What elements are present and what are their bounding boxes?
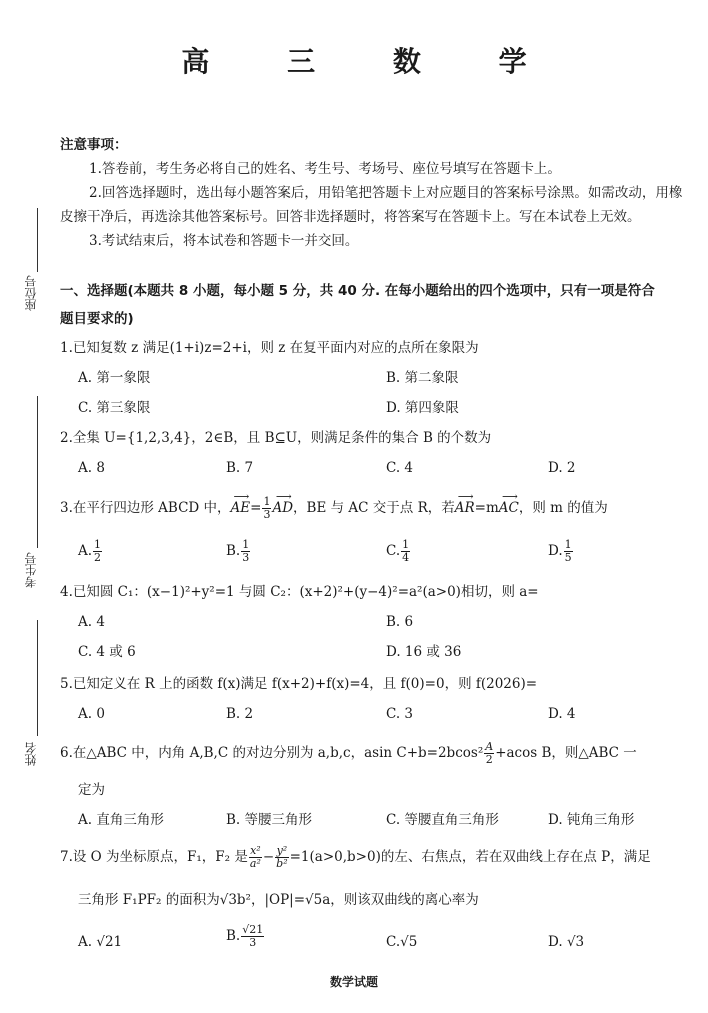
fraction-denominator: 4 — [402, 551, 410, 564]
fraction-numerator: x² — [250, 844, 261, 857]
question-6-stem-line-2: 定为 — [78, 782, 105, 798]
fraction-one-third — [262, 496, 271, 521]
question-7-stem-line-2: 三角形 F₁PF₂ 的面积为√3b²，|OP|=√5a，则该双曲线的离心率为 — [78, 892, 479, 908]
question-2-stem: 2.全集 U={1,2,3,4}，2∈B，且 B⊆U，则满足条件的集合 B 的个数为 — [60, 430, 492, 446]
vector-ad: ⟶ AD — [272, 499, 293, 517]
question-3-option-c — [386, 539, 411, 564]
question-7-option-b — [226, 924, 265, 949]
option-fraction — [564, 539, 573, 564]
option-value: √21 — [96, 934, 123, 950]
fraction-numerator: y² — [276, 844, 288, 857]
option-label: D. — [548, 543, 563, 559]
question-5-option-a: A. 0 — [78, 706, 105, 722]
vector-ac: ⟶ AC — [499, 499, 519, 517]
question-2-option-b: B. 7 — [226, 460, 254, 476]
option-label: C. — [386, 934, 401, 950]
notice-item-3: 3.考试结束后，将本试卷和答题卡一并交回。 — [89, 233, 359, 249]
option-label: A. — [78, 934, 93, 950]
fraction-denominator: 2 — [485, 753, 493, 766]
section-heading-line-1: 一、选择题(本题共 8 小题，每小题 5 分，共 40 分. 在每小题给出的四个选项中，只有一项是符合 — [60, 283, 655, 299]
option-label: B. — [226, 543, 241, 559]
name-fill-line — [37, 620, 38, 736]
notice-heading: 注意事项： — [60, 137, 128, 153]
option-fraction — [401, 539, 410, 564]
question-4-option-c: C. 4 或 6 — [78, 644, 136, 660]
question-3-stem — [60, 496, 608, 521]
fraction-numerator: √21 — [242, 923, 264, 936]
fraction-denominator: b² — [276, 857, 288, 870]
question-6-option-d: D. 钝角三角形 — [548, 812, 635, 828]
question-4-option-a: A. 4 — [78, 614, 105, 630]
question-5-option-b: B. 2 — [226, 706, 254, 722]
exam-no-label: 考生号 — [24, 552, 38, 588]
question-3-option-a — [78, 539, 103, 564]
question-3-option-b — [226, 539, 251, 564]
vector-ae: ⟶ AE — [231, 499, 251, 517]
question-6-stem — [60, 741, 637, 766]
option-label: D. — [548, 934, 563, 950]
option-fraction — [241, 539, 250, 564]
question-3-text-4: ，则 m 的值为 — [518, 500, 608, 516]
question-7-stem — [60, 845, 651, 870]
page-title: 高 三 数 学 — [181, 45, 561, 78]
question-1-option-a: A. 第一象限 — [78, 370, 151, 386]
exam-no-fill-line — [37, 396, 38, 548]
question-3-text-1: 3.在平行四边形 ABCD 中， — [60, 500, 231, 516]
fraction-numerator: 1 — [242, 538, 250, 551]
question-4-option-b: B. 6 — [386, 614, 414, 630]
question-5-option-d: D. 4 — [548, 706, 576, 722]
option-fraction — [93, 539, 102, 564]
fraction-a-over-2 — [484, 741, 494, 766]
question-3-text-3: =m — [474, 500, 499, 516]
question-1-option-c: C. 第三象限 — [78, 400, 151, 416]
question-7-text-2: =1(a>0,b>0)的左、右焦点，若在双曲线上存在点 P，满足 — [289, 849, 651, 865]
question-3-text-2: ，BE 与 AC 交于点 R，若 — [293, 500, 455, 516]
question-5-option-c: C. 3 — [386, 706, 414, 722]
option-value: √5 — [400, 934, 418, 950]
question-1-stem: 1.已知复数 z 满足(1+i)z=2+i，则 z 在复平面内对应的点所在象限为 — [60, 340, 479, 356]
question-7-option-a — [78, 933, 122, 951]
fraction-denominator: a² — [249, 857, 261, 870]
equals-sign: = — [250, 500, 262, 516]
question-4-stem: 4.已知圆 C₁：(x−1)²+y²=1 与圆 C₂：(x+2)²+(y−4)²=a²(a>0)相切，则 a= — [60, 584, 539, 600]
fraction-denominator: 2 — [94, 551, 102, 564]
notice-item-1: 1.答卷前，考生务必将自己的姓名、考生号、考场号、座位号填写在答题卡上。 — [89, 161, 561, 177]
fraction-numerator: 1 — [263, 495, 271, 508]
notice-item-2-line-2: 皮擦干净后，再选涂其他答案标号。回答非选择题时，将答案写在答题卡上。写在本试卷上无效。 — [60, 209, 641, 225]
fraction-numerator: 1 — [402, 538, 410, 551]
question-3-option-d — [548, 539, 574, 564]
fraction-denominator: 3 — [249, 936, 257, 949]
fraction-denominator: 3 — [263, 508, 271, 521]
option-label: C. — [386, 543, 401, 559]
question-1-option-b: B. 第二象限 — [386, 370, 459, 386]
option-value: √3 — [566, 934, 585, 950]
question-7-option-c — [386, 933, 417, 951]
seat-fill-line — [37, 208, 38, 272]
page-footer: 数学试题 — [329, 975, 378, 989]
question-6-option-b: B. 等腰三角形 — [226, 812, 313, 828]
question-7-text-1: 7.设 O 为坐标原点，F₁，F₂ 是 — [60, 849, 248, 865]
seat-label: 座位号 — [24, 275, 38, 311]
question-2-option-a: A. 8 — [78, 460, 105, 476]
notice-item-2-line-1: 2.回答选择题时，选出每小题答案后，用铅笔把答题卡上对应题目的答案标号涂黑。如需改动，用橡 — [89, 185, 683, 201]
name-label: 姓名 — [24, 742, 38, 766]
question-1-option-d: D. 第四象限 — [386, 400, 459, 416]
question-2-option-d: D. 2 — [548, 460, 576, 476]
fraction-numerator: A — [485, 740, 494, 753]
question-2-option-c: C. 4 — [386, 460, 414, 476]
fraction-x2-over-a2 — [249, 845, 262, 870]
fraction-numerator: 1 — [564, 538, 572, 551]
question-4-option-d: D. 16 或 36 — [386, 644, 462, 660]
question-6-text-1: 6.在△ABC 中，内角 A,B,C 的对边分别为 a,b,c，asin C+b=2bcos² — [60, 745, 484, 761]
option-label: A. — [78, 543, 93, 559]
question-7-option-d — [548, 933, 584, 951]
question-6-text-2: +acos B，则△ABC 一 — [495, 745, 637, 761]
section-heading-line-2: 题目要求的) — [60, 311, 134, 327]
fraction-denominator: 5 — [564, 551, 572, 564]
fraction-y2-over-b2 — [275, 845, 288, 870]
fraction-numerator: 1 — [94, 538, 102, 551]
option-fraction — [241, 924, 264, 949]
question-6-option-c: C. 等腰直角三角形 — [386, 812, 499, 828]
fraction-denominator: 3 — [242, 551, 250, 564]
minus-sign: − — [262, 849, 275, 865]
question-5-stem: 5.已知定义在 R 上的函数 f(x)满足 f(x+2)+f(x)=4，且 f(0)=0，则 f(2026)= — [60, 676, 538, 692]
question-6-option-a: A. 直角三角形 — [78, 812, 164, 828]
option-label: B. — [226, 928, 241, 944]
vector-ar: ⟶ AR — [455, 499, 475, 517]
